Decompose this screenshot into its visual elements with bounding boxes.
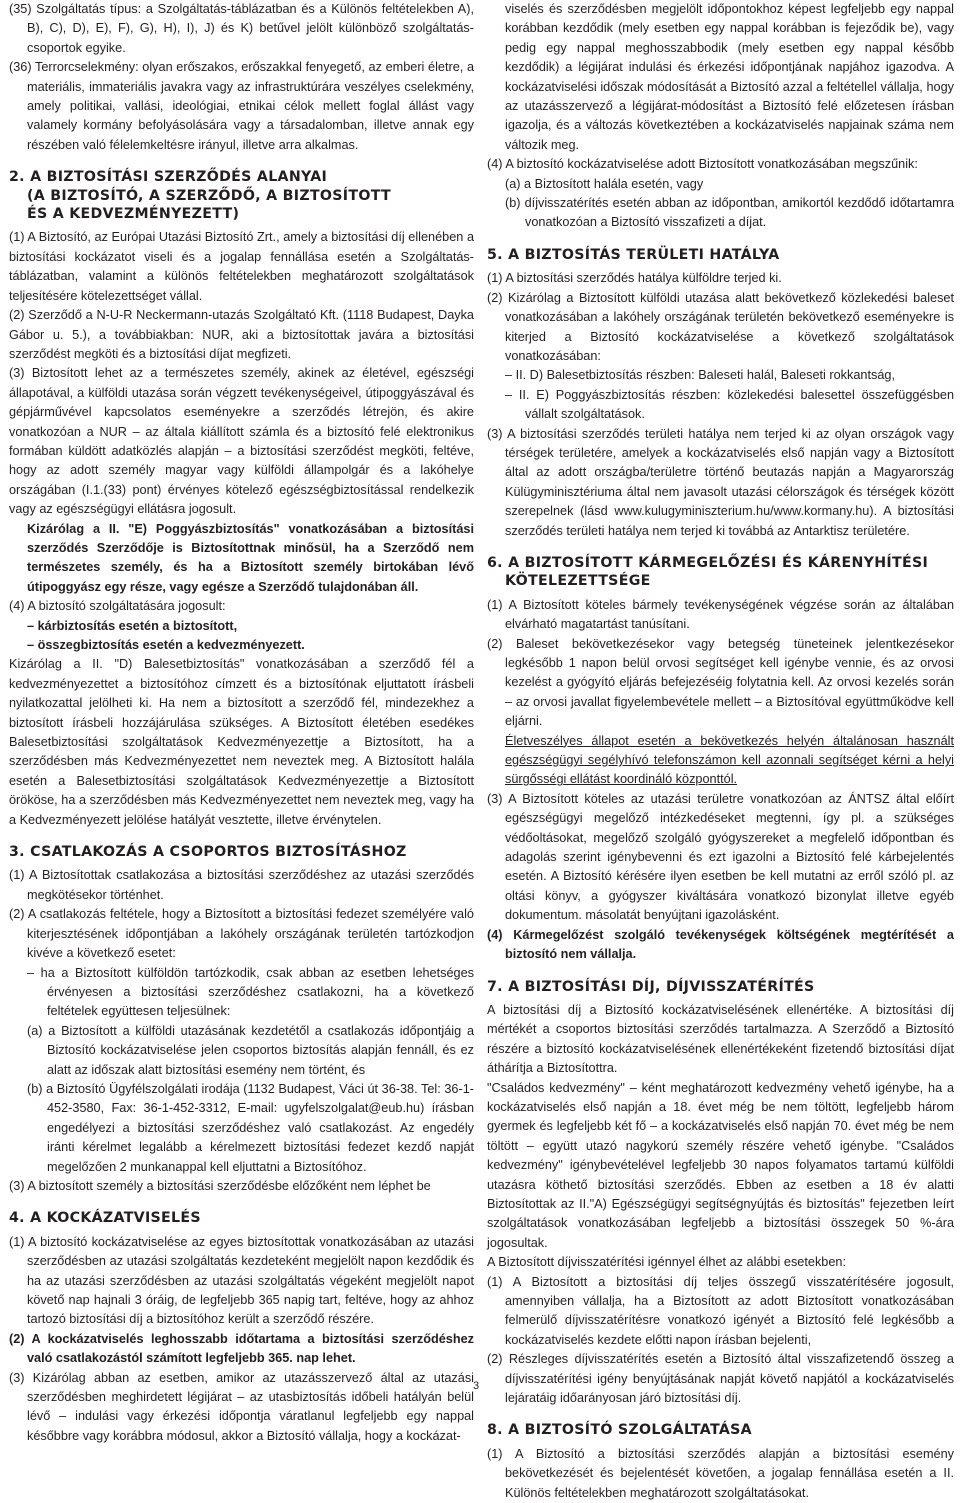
section-5-para-3: (3) A biztosítási szerződés területi hatálya nem terjed ki az olyan országok vagy térségek területére, amelyek a kockázatviselés első napján vagy a Biztosított által az adott országba/területre történő beutazás napján a Magyarország Külügyminisztériuma által nem javasolt utazási célországok és térségek között szerepelnek (lásd www.kulugyminiszterium.hu/www.kormany.hu). A biztosítási szerződés területi hatálya nem terjed ki továbbá az Antarktisz területére. <box>487 426 954 538</box>
section-8-heading: 8. A BIZTOSÍTÓ SZOLGÁLTATÁSA <box>487 1422 752 1439</box>
section-6-heading <box>487 554 954 591</box>
section-3-para-2: (2) A csatlakozás feltétele, hogy a Biztosított a biztosítási fedezet személyére való kiterjesztésének időpontjában a lakóhely országának területén tartózkodjon kivéve a következő esetet: <box>9 907 474 961</box>
section-4-para-2: (2) A kockázatviselés leghosszabb időtartama a biztosítási szerződéshez való csatlakozástól számított legfeljebb 365. nap lehet. <box>9 1331 474 1366</box>
section-2-subtitle-2: ÉS A KEDVEZMÉNYEZETT) <box>27 206 240 223</box>
section-2-para-3b: Kizárólag a II. "E) Poggyászbiztosítás" vonatkozásában a biztosítási szerződés Szerződője is Biztosítottnak minősül, ha a Szerződő nem természetes személy, és ha a Biztosított személy birtokában lévő útipoggyász egy része, vagy egésze a Szerződő tulajdonában áll. <box>27 521 474 594</box>
section-7-heading: 7. A BIZTOSÍTÁSI DÍJ, DÍJVISSZATÉRÍTÉS <box>487 978 815 995</box>
section-4-para-4: (4) A biztosító kockázatviselése adott Biztosított vonatkozásában megszűnik: <box>487 157 918 172</box>
section-4-para-4b: (b) díjvisszatérítés esetén abban az időpontban, amikortól kezdődő időtartamra vonatkozóan a Biztosító visszafizeti a díjat. <box>505 196 954 230</box>
definition-36: (36) Terrorcselekmény: olyan erőszakos, erőszakkal fenyegető, az emberi életre, a materiális, immateriális javakra vagy az infrastruktúrára veszélyes cselekmény, amely politikai, vallási, ideológiai, etnikai célok mellett foglal állást vagy valamely kormány befolyásolására vagy a társadalomban, illetve annak egy részében való félelemkeltésre irányul, illetve arra alkalmas. <box>9 60 474 152</box>
section-3-heading: 3. CSATLAKOZÁS A CSOPORTOS BIZTOSÍTÁSHOZ <box>9 844 407 861</box>
section-5-heading: 5. A BIZTOSÍTÁS TERÜLETI HATÁLYA <box>487 246 780 263</box>
section-4-para-4a: (a) a Biztosított halála esetén, vagy <box>505 176 704 191</box>
section-6-para-4: (4) Kármegelőzést szolgáló tevékenységek költségének megtérítését a biztosító nem vállalja. <box>487 927 954 962</box>
section-7-para-2: "Családos kedvezmény" – ként meghatározott kedvezmény vehető igénybe, ha a kockázatviselés első napján a 18. évet még be nem töltött, legfeljebb három gyermek és legfeljebb két fő – a kockázatviselés első napján 70. évet még be nem töltött – együtt utazó nagykorú személy részére vehető igénybe. "Családos kedvezmény" igénybevételével legfeljebb 30 napos folyamatos tartamú külföldi utazásra köthető biztosítási szerződés. Ebben az esetben a 18 év alatti Biztosítottak az II."A) Egészségügyi segítségnyújtás és biztosítás" fejezetben leírt szolgáltatások vonatkozásában legfeljebb a biztosítási összegek 50 %-ára jogosultak. <box>487 1080 954 1250</box>
right-column <box>487 0 954 1503</box>
section-6-para-3: (3) A Biztosított köteles az utazási területre vonatkozóan az ÁNTSZ által előírt egészségügyi megelőző intézkedéseket megtenni, így pl. a szükséges védőoltásokat, megelőző szolgáló gyógyszereket a megfelelő időpontban és adagolás szerint igénybevenni és ezt igazolni a Biztosító felé kárbejelentés esetén. A Biztosító kérésére ilyen esetben be kell mutatni az erről szóló pl. az oltási könyv, a gyógyszer kiváltására vonatkozó bizonylat illetve egyéb dokumentum. másolatát benyújtani igazolásként. <box>487 791 954 923</box>
section-5-para-2a: – II. D) Balesetbiztosítás részben: Baleseti halál, Baleseti rokkantság, <box>505 368 895 383</box>
section-2-title: 2. A BIZTOSÍTÁSI SZERZŐDÉS ALANYAI <box>9 169 328 186</box>
section-2-para-3: (3) Biztosított lehet az a természetes személy, akinek az életével, egészségi állapotával, a külföldi utazása során végzett tevékenységeivel, útipoggyászával és gépjárművével kapcsolatos eseményekre a szerződés létrejön, és akire vonatkozóan a NUR – az általa kiállított számla és a biztosító felé elektronikus formában küldött adatközlés alapján – a biztosítási szerződést megköti, feltéve, hogy az adott személy magyar vagy külföldi állampolgár és a lakóhelye országában (I.1.(33) pont) érvényes kötelező egészségbiztosítással rendelkezik vagy az egészségügyi ellátásra jogosult. <box>9 366 474 517</box>
section-7-para-3: A Biztosított díjvisszatérítési igénnyel élhet az alábbi esetekben: <box>487 1255 846 1270</box>
section-3-para-2b: (a) a Biztosított a külföldi utazásának kezdetétől a csatlakozás időpontjáig a Biztosító kockázatviselése jelen csoportos biztosítás alapján fennáll, és ez alatt az időszak alatt biztosítási esemény nem történt, és <box>27 1023 474 1077</box>
section-8-para-1: (1) A Biztosító a biztosítási szerződés alapján a biztosítási esemény bekövetkezését és bejelentését követően, a jogalap fennállása esetén a II. Különös feltételekben meghatározott szolgáltatásokat. <box>487 1446 954 1500</box>
section-3-para-3: (3) A biztosított személy a biztosítási szerződésbe előzőként nem léphet be <box>9 1178 431 1193</box>
section-7-para-3b: (2) Részleges díjvisszatérítés esetén a Biztosító által visszafizetendő összeg a díjvisszatérítési igény benyújtásának napját követő napjától a kockázatviselés lejáratáig időarányosan járó biztosítási díj. <box>487 1352 954 1406</box>
section-4-para-3-continued: viselés és szerződésben megjelölt időpontokhoz képest legfeljebb egy nappal korábban kezdődik (mely esetben egy nappal korábban is fejeződik be), vagy pedig egy nappal meghosszabbodik (mely esetben egy nappal később kezdődik) a légijárat indulási és érkezési időpontjának napjához igazodva. A kockázatviselési időszak módosítását a Biztosító azzal a feltétellel vállalja, hogy az utazásszervező a légijárat-módosítást a Biztosító felé előzetesen írásban igazolja, és a változás következtében a kockázatviselés napjainak száma nem változik meg. <box>505 2 954 152</box>
section-2-heading <box>9 168 474 223</box>
section-2-subtitle-1: (A BIZTOSÍTÓ, A SZERZŐDŐ, A BIZTOSÍTOTT <box>27 187 391 204</box>
section-6-para-2-underlined: Életveszélyes állapot esetén a bekövetkezés helyén általánosan használt egészségügyi segélyhívó telefonszámon kell azonnali segítséget kérni a helyi sürgősségi ellátást koordináló központtól. <box>505 733 954 787</box>
page-number: 3 <box>473 1380 480 1392</box>
section-2-para-1: (1) A Biztosító, az Európai Utazási Biztosító Zrt., amely a biztosítási díj ellenében a biztosítási kockázatot viseli és a jogalap fennállása esetén a Szolgáltatás-táblázatban, valamint a különös feltételekben meghatározott szolgáltatások teljesítésére kötelezettséget vállal. <box>9 230 474 303</box>
section-2-para-4: (4) A biztosító szolgáltatására jogosult: <box>9 599 226 614</box>
section-7-para-1: A biztosítási díj a Biztosító kockázatviselésének ellenértéke. A biztosítási díj mértékét a csoportos biztosítási szerződés tartalmazza. A Szerződő a Biztosító részére a biztosító kockázatviselésének ellenértékeként fizetendő biztosítási díjat áthárítja a Biztosítottra. <box>487 1002 954 1076</box>
section-2-para-4b: – összegbiztosítás esetén a kedvezményezett. <box>27 638 305 652</box>
section-2-para-2: (2) Szerződő a N-U-R Neckermann-utazás Szolgáltató Kft. (1118 Budapest, Dayka Gábor u. 5.), a továbbiakban: NUR, aki a biztosítottak javára a biztosítási szerződést megköti és a biztosítási díjat megfizeti. <box>9 308 474 361</box>
section-3-para-1: (1) A Biztosítottak csatlakozása a biztosítási szerződéshez az utazási szerződés megkötésekor történhet. <box>9 868 474 902</box>
section-6-para-2: (2) Baleset bekövetkezésekor vagy betegség tüneteinek jelentkezésekor legkésőbb 1 napon belül orvosi segítséget kell igénybe vennie, és az orvosi kezelést a gyógyító eljárás befejezéséig folytatnia kell. Az orvosi kezelés során – az orvosi javallat figyelembevétele mellett – a Biztosítóval együttműködve kell eljárni. <box>487 636 954 729</box>
section-3-para-2c: (b) a Biztosító Ügyfélszolgálati irodája (1132 Budapest, Váci út 36-38. Tel: 36-1-452-3580, Fax: 36-1-452-3312, E-mail: ugyfelszolgalat@eub.hu) írásban engedélyezi a biztosítási szerződéshez való csatlakozást. Az engedély iránti kérelmet legalább a kérelmezett biztosítási fedezet kezdő napját megelőzően 2 munkanappal kell eljuttatni a Biztosítóhoz. <box>27 1081 474 1174</box>
section-2-para-4a: – kárbiztosítás esetén a biztosított, <box>27 618 238 633</box>
section-3-para-2a: – ha a Biztosított külföldön tartózkodik, csak abban az esetben lehetséges érvényesen a biztosítási szerződéshez csatlakozni, ha a következő feltételek együttesen teljesülnek: <box>27 965 474 1019</box>
section-4-heading: 4. A KOCKÁZATVISELÉS <box>9 1210 201 1227</box>
section-7-para-3a: (1) A Biztosított a biztosítási díj teljes összegű visszatérítésére jogosult, amennyiben vállalja, ha a Biztosított az adott Biztosított vonatkozásában felmerülő díjvisszatérítésre vonatkozó igényét a Biztosító felé legkésőbb a kockázatviselés kezdete előtti napon írásban bejelenti, <box>487 1274 954 1347</box>
section-5-para-1: (1) A biztosítási szerződés hatálya külföldre terjed ki. <box>487 271 782 286</box>
definition-35: (35) Szolgáltatás típus: a Szolgáltatás-táblázatban és a Különös feltételekben A), B), C), D), E), F), G), H), I), J) és K) betűvel jelölt különböző szolgáltatás-csoportok egyike. <box>9 2 474 55</box>
left-column <box>9 0 474 1446</box>
section-6-title: 6. A BIZTOSÍTOTT KÁRMEGELŐZÉSI ÉS KÁRENYHÍTÉSI <box>487 554 929 571</box>
section-4-para-1: (1) A biztosító kockázatviselése az egyes biztosítottak vonatkozásában az utazási szerződésben az utazási szolgáltatás kezdeteként megjelölt napon kezdődik és ha az utazási szerződésben az utazási szolgáltatás végeként megjelölt napot követő nap hajnali 3 óráig, de legfeljebb 365 napig tart, feltéve, hogy az ahhoz tartozó biztosítási díj a biztosítóhoz került a szerződő részére. <box>9 1234 474 1327</box>
section-5-para-2b: – II. E) Poggyászbiztosítás részben: közlekedési balesettel összefüggésben vállalt szolgáltatások. <box>505 387 954 422</box>
section-4-para-3: (3) Kizárólag abban az esetben, amikor az utazásszervező által az utazási szerződésben meghirdetett légijárat – az utasbiztosítás időbeli hatályán belül lévő – indulási vagy érkezési időpontja váratlanul legfeljebb egy nappal későbbre vagy korábbra módosul, akkor a Biztosító vállalja, hogy a kockázat- <box>9 1370 474 1443</box>
section-6-para-1: (1) A Biztosított köteles bármely tevékenységének végzése során az általában elvárható magatartást tanúsítani. <box>487 597 954 632</box>
section-2-para-4c: Kizárólag a II. "D) Balesetbiztosítás" vonatkozásában a szerződő fél a kedvezményezettet a biztosítóhoz címzett és a biztosítónak eljuttatott írásbeli nyilatkozattal jelölheti ki. Ha nem a biztosított a szerződő fél, mindezekhez a biztosított írásbeli hozzájárulása szükséges. A Biztosított életében esedékes Balesetbiztosítási szolgáltatások Kedvezményezettje a Biztosított, ha a szerződésben más Kedvezményezettet nem neveztek meg. A Biztosított halála esetén a Balesetbiztosítási szolgáltatások Kedvezményezettje a Biztosított örököse, ha a szerződésben más Kedvezményezettet nem neveztek meg, vagy ha a Kedvezményezett jelölése hatályát vesztette, illetve érvénytelen. <box>9 657 474 827</box>
section-5-para-2: (2) Kizárólag a Biztosított külföldi utazása alatt bekövetkező közlekedési baleset vonatkozásában a lakóhely országának területén bekövetkező eseményekre is kiterjed a Biztosító kockázatviselése a következő szolgáltatások vonatkozásában: <box>487 290 954 363</box>
section-6-subtitle: KÖTELEZETTSÉGE <box>505 573 651 590</box>
